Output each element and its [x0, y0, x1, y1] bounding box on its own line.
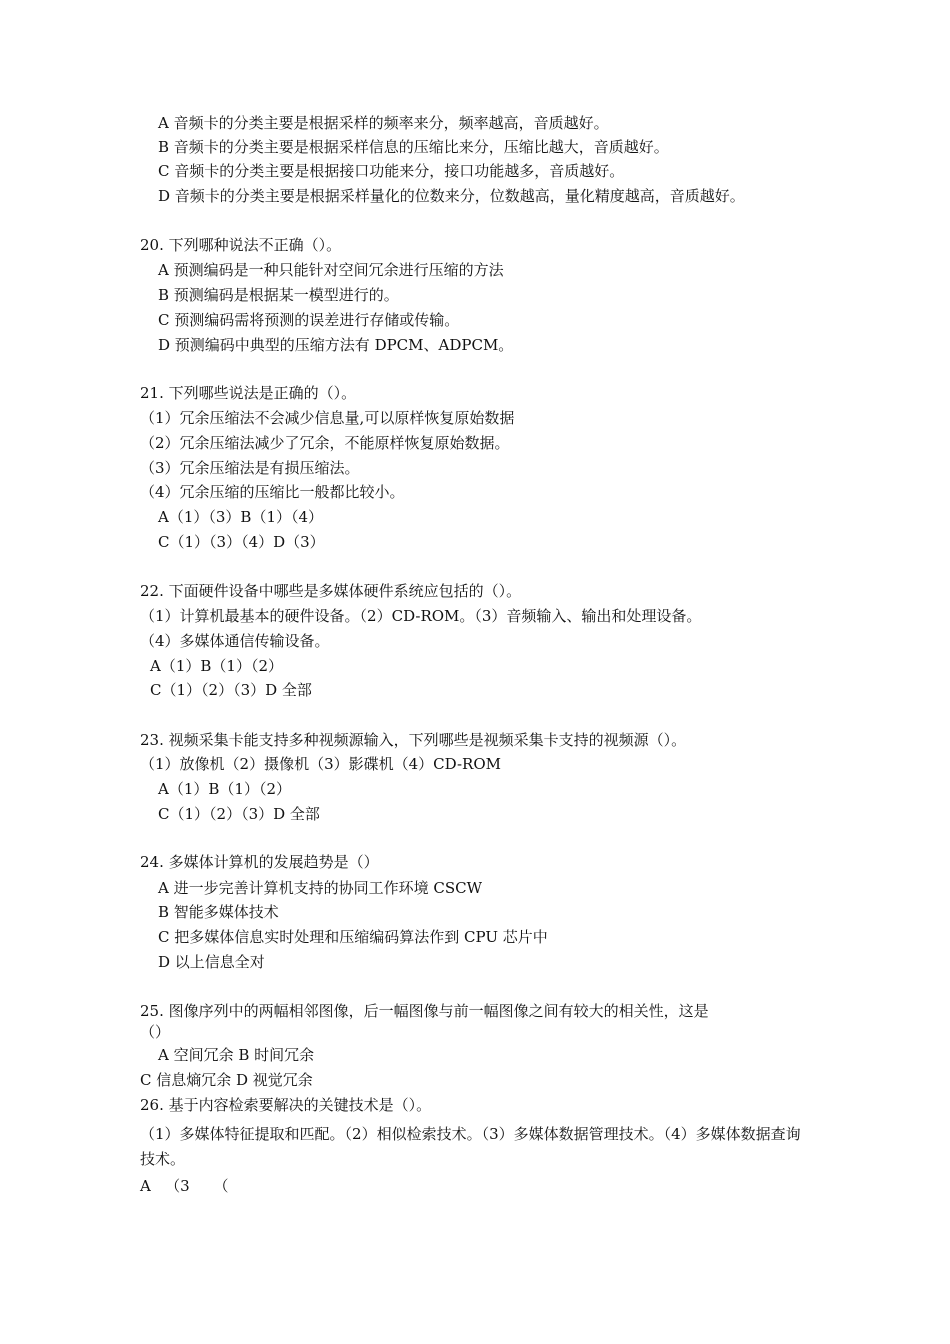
- q20-option-a: A 预测编码是一种只能针对空间冗余进行压缩的方法: [158, 261, 504, 279]
- q24-option-d: D 以上信息全对: [158, 953, 265, 971]
- q19-option-c: C 音频卡的分类主要是根据接口功能来分，接口功能越多，音质越好。: [158, 162, 625, 180]
- q25-options-ab: A 空间冗余 B 时间冗余: [158, 1046, 315, 1064]
- q22-items-1-3: （1）计算机最基本的硬件设备。（2）CD-ROM。（3）音频输入、输出和处理设备。: [140, 607, 702, 625]
- q21-stem: 21. 下列哪些说法是正确的（）。: [140, 384, 357, 402]
- q24-option-b: B 智能多媒体技术: [158, 903, 279, 921]
- q26-items: （1）多媒体特征提取和匹配。（2）相似检索技术。（3）多媒体数据管理技术。（4）多媒体数据查询技术。: [140, 1125, 801, 1168]
- q23-stem: 23. 视频采集卡能支持多种视频源输入，下列哪些是视频采集卡支持的视频源（）。: [140, 731, 687, 749]
- q25-stem: 25. 图像序列中的两幅相邻图像，后一幅图像与前一幅图像之间有较大的相关性，这是: [140, 1002, 709, 1020]
- q20-stem: 20. 下列哪种说法不正确（）。: [140, 236, 342, 254]
- q21-statement-3: （3）冗余压缩法是有损压缩法。: [140, 459, 360, 477]
- q21-statement-2: （2）冗余压缩法减少了冗余，不能原样恢复原始数据。: [140, 434, 510, 452]
- q22-item-4: （4）多媒体通信传输设备。: [140, 632, 330, 650]
- q23-items: （1）放像机（2）摄像机（3）影碟机（4）CD-ROM: [140, 755, 501, 773]
- q19-option-d: D 音频卡的分类主要是根据采样量化的位数来分，位数越高，量化精度越高，音质越好。: [158, 187, 745, 205]
- q21-options-ab: A（1）（3）B（1）（4）: [158, 508, 324, 526]
- q26-stem: 26. 基于内容检索要解决的关键技术是（）。: [140, 1096, 432, 1114]
- q24-option-c: C 把多媒体信息实时处理和压缩编码算法作到 CPU 芯片中: [158, 928, 548, 946]
- q19-option-b: B 音频卡的分类主要是根据采样信息的压缩比来分，压缩比越大，音质越好。: [158, 138, 669, 156]
- q21-statement-1: （1）冗余压缩法不会减少信息量,可以原样恢复原始数据: [140, 409, 515, 427]
- q24-option-a: A 进一步完善计算机支持的协同工作环境 CSCW: [158, 879, 483, 897]
- q21-options-cd: C（1）（3）（4）D（3）: [158, 533, 325, 551]
- q24-stem: 24. 多媒体计算机的发展趋势是（）: [140, 853, 379, 871]
- q26-options-partial: A （3 （: [140, 1177, 229, 1195]
- q22-stem: 22. 下面硬件设备中哪些是多媒体硬件系统应包括的（）。: [140, 582, 522, 600]
- q20-option-c: C 预测编码需将预测的误差进行存储或传输。: [158, 311, 460, 329]
- q21-statement-4: （4）冗余压缩的压缩比一般都比较小。: [140, 483, 405, 501]
- q25-stem-continued: （）: [140, 1023, 171, 1041]
- q22-options-cd: C（1）（2）（3）D 全部: [150, 681, 312, 699]
- q20-option-d: D 预测编码中典型的压缩方法有 DPCM、ADPCM。: [158, 336, 514, 354]
- q25-options-cd: C 信息熵冗余 D 视觉冗余: [140, 1071, 313, 1089]
- q20-option-b: B 预测编码是根据某一模型进行的。: [158, 286, 399, 304]
- q23-options-ab: A（1）B（1）（2）: [158, 780, 291, 798]
- q19-option-a: A 音频卡的分类主要是根据采样的频率来分，频率越高，音质越好。: [158, 114, 609, 132]
- q22-options-ab: A（1）B（1）（2）: [150, 657, 283, 675]
- q23-options-cd: C（1）（2）（3）D 全部: [158, 805, 320, 823]
